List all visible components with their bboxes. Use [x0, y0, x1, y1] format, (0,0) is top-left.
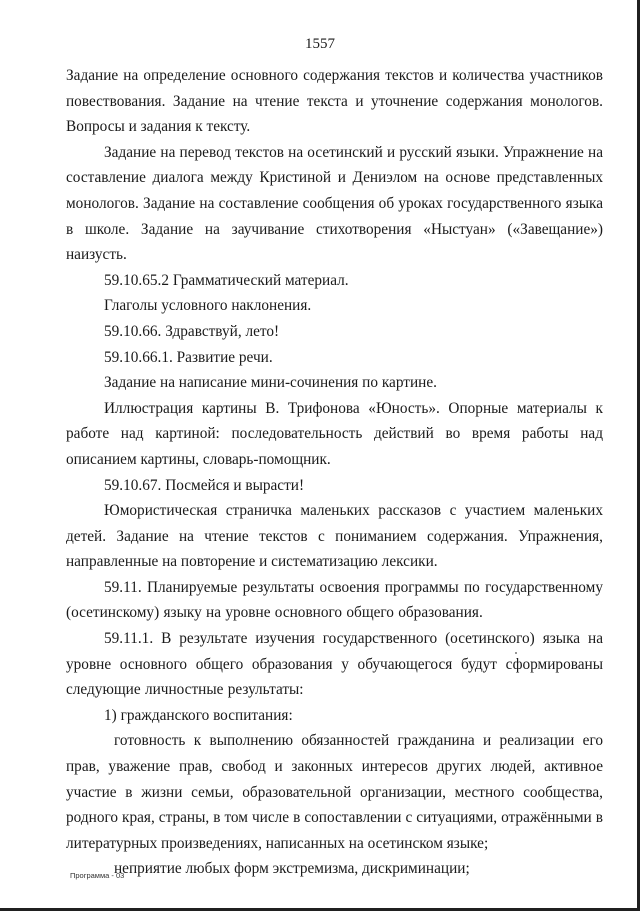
- paragraph-mini-essay: Задание на написание мини-сочинения по картине.: [104, 374, 437, 392]
- section-heading-hello-summer: 59.10.66. Здравствуй, лето!: [104, 322, 280, 340]
- paragraph-translation-tasks: Задание на перевод текстов на осетинский и русский языки. Упражнение на составление диалога между Кристиной и Дениэлом на основе представленных монологов. Задание на составление сообщения об уроках государственного языка в школе. Задание на заучивание стихотворения «Ныстуан» («Завещание») наизусть.: [66, 143, 603, 264]
- scan-speck: [515, 652, 517, 654]
- paragraph-reading-tasks: Задание на определение основного содержания текстов и количества участников повествования. Задание на чтение текста и уточнение содержания монологов. Вопросы и задания к тексту.: [66, 67, 603, 136]
- paragraph-humor-page: Юмористическая страничка маленьких рассказов с участием маленьких детей. Задание на чтение текстов с пониманием содержания. Упражнения, направленные на повторение и систематизацию лексики.: [66, 502, 603, 571]
- paragraph-civic-readiness: готовность к выполнению обязанностей гражданина и реализации его прав, уважение прав, свобод и законных интересов других людей, активное участие в жизни семьи, образовательной организации, местного сообщества, родного края, страны, в том числе в сопоставлении с ситуациями, отражёнными в литературных произведениях, написанных на осетинском языке;: [66, 732, 603, 852]
- document-body: [66, 63, 603, 882]
- paragraph-rejection-extremism: неприятие любых форм экстремизма, дискриминации;: [114, 860, 470, 878]
- section-heading-speech-development: 59.10.66.1. Развитие речи.: [104, 348, 273, 366]
- page-number: 1557: [305, 36, 335, 52]
- section-heading-planned-results: 59.11. Планируемые результаты освоения программы по государственному (осетинскому) языку на уровне основного общего образования.: [66, 578, 603, 622]
- list-heading-civic-education: 1) гражданского воспитания:: [104, 706, 293, 724]
- paragraph-personal-results-intro: 59.11.1. В результате изучения государственного (осетинского) языка на уровне основного общего образования у обучающегося будут сформированы следующие личностные результаты:: [66, 630, 603, 699]
- footer-label: Программа - 03: [70, 871, 125, 880]
- section-heading-laugh-and-grow: 59.10.67. Посмейся и вырасти!: [104, 476, 305, 494]
- paragraph-painting-illustration: Иллюстрация картины В. Трифонова «Юность». Опорные материалы к работе над картиной: последовательность действий во время работы над описанием картины, словарь-помощник.: [66, 399, 603, 468]
- paragraph-conditional-verbs: Глаголы условного наклонения.: [104, 297, 312, 315]
- section-heading-grammar: 59.10.65.2 Грамматический материал.: [104, 271, 349, 289]
